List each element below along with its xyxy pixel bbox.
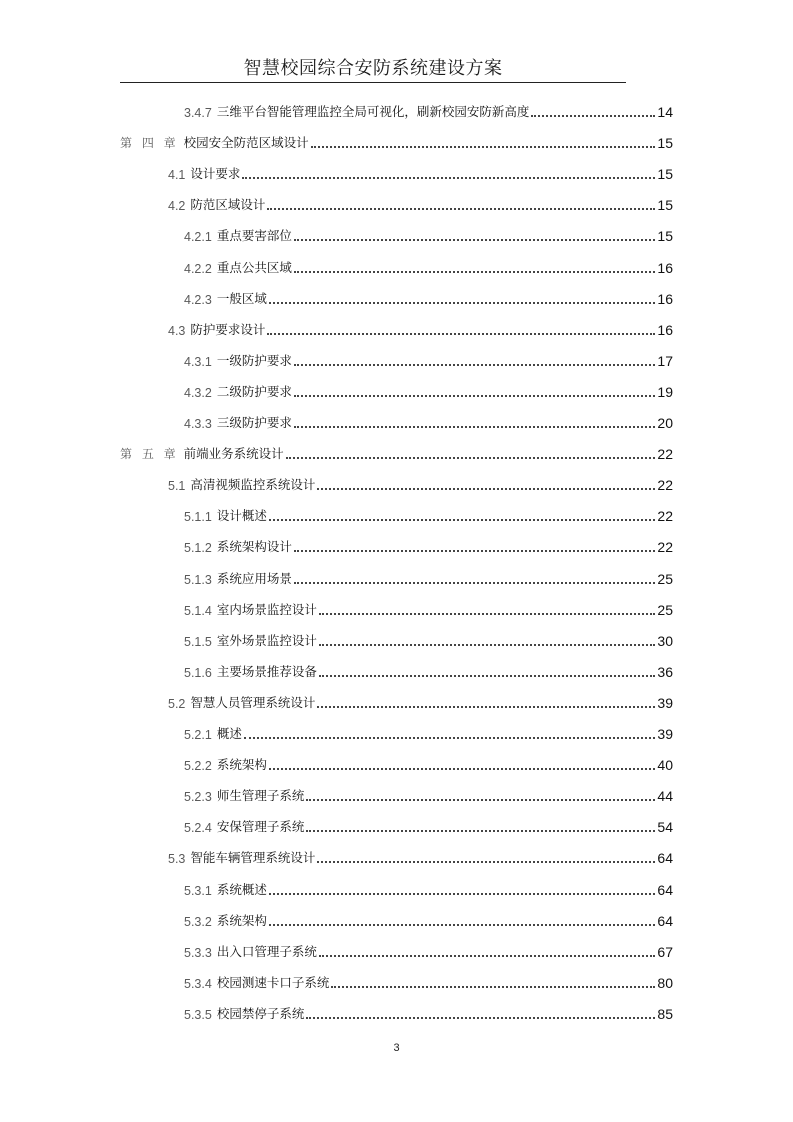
- toc-entry-number: 5.3.5: [184, 1008, 212, 1022]
- dot-leader: [269, 301, 656, 304]
- toc-entry-number: 5.2.2: [184, 759, 212, 773]
- toc-entry-title: 三级防护要求: [216, 415, 292, 430]
- toc-entry-page: 40: [657, 757, 673, 773]
- toc-entry-number: 4.2.2: [184, 262, 212, 276]
- toc-entry-page: 16: [657, 291, 673, 307]
- toc-entry-number: 5.2.4: [184, 821, 212, 835]
- toc-entry-title: 智慧人员管理系统设计: [190, 695, 316, 710]
- toc-entry-title: 防护要求设计: [190, 322, 266, 337]
- dot-leader: [306, 1016, 655, 1019]
- toc-entry-number: 5.3.2: [184, 915, 212, 929]
- toc-entry-page: 19: [657, 384, 673, 400]
- toc-entry-page: 64: [657, 882, 673, 898]
- dot-leader: [294, 238, 656, 241]
- toc-entry-title: 前端业务系统设计: [183, 446, 284, 461]
- toc-entry[interactable]: [184, 100, 673, 120]
- toc-entry[interactable]: [184, 567, 673, 587]
- toc-entry-title: 系统架构设计: [216, 539, 292, 554]
- toc-entry-number: 4.3.3: [184, 417, 212, 431]
- dot-leader: [242, 176, 655, 179]
- toc-entry-page: 64: [657, 913, 673, 929]
- toc-entry-number: 5.1.2: [184, 541, 212, 555]
- toc-entry-number: 5.2.3: [184, 790, 212, 804]
- toc-entry-page: 22: [657, 477, 673, 493]
- dot-leader: [306, 829, 655, 832]
- toc-entry[interactable]: [184, 753, 673, 773]
- toc-entry[interactable]: [184, 224, 673, 244]
- toc-entry-title: 重点公共区域: [216, 260, 292, 275]
- dot-leader: [269, 923, 656, 926]
- dot-leader: [267, 207, 655, 210]
- dot-leader: [294, 394, 656, 397]
- toc-entry-number: 4.3.2: [184, 386, 212, 400]
- toc-entry-number: 5.2.1: [184, 728, 212, 742]
- dot-leader: [317, 487, 655, 490]
- toc-entry-number: 4.2: [168, 199, 186, 213]
- dot-leader: [294, 549, 656, 552]
- toc-entry-number: 5.1.1: [184, 510, 212, 524]
- toc-entry-title: 安保管理子系统: [216, 819, 305, 834]
- toc-entry[interactable]: [184, 287, 673, 307]
- toc-entry-number: 第 四 章: [120, 136, 179, 150]
- toc-entry-number: 5.3: [168, 852, 186, 866]
- toc-entry-title: 系统架构: [216, 913, 267, 928]
- toc-entry-number: 5.1.6: [184, 666, 212, 680]
- toc-entry-number: 5.1.5: [184, 635, 212, 649]
- toc-entry[interactable]: [168, 162, 673, 182]
- toc-entry-title: 出入口管理子系统: [216, 944, 317, 959]
- toc-entry-number: 5.3.4: [184, 977, 212, 991]
- toc-entry-page: 64: [657, 850, 673, 866]
- dot-leader: [269, 892, 656, 895]
- dot-leader: [269, 518, 656, 521]
- toc-entry-number: 5.3.3: [184, 946, 212, 960]
- dot-leader: [531, 114, 655, 117]
- toc-entry-page: 39: [657, 695, 673, 711]
- toc-entry-number: 4.3: [168, 324, 186, 338]
- page-number: 3: [393, 1042, 400, 1054]
- toc-entry-number: 4.2.1: [184, 230, 212, 244]
- toc-entry-title: 主要场景推荐设备: [216, 664, 317, 679]
- toc-entry-number: 5.1: [168, 479, 186, 493]
- toc-entry[interactable]: [184, 349, 673, 369]
- toc-entry[interactable]: [168, 846, 673, 866]
- dot-leader: [317, 860, 655, 863]
- toc-entry[interactable]: [184, 940, 673, 960]
- toc-entry-page: 44: [657, 788, 673, 804]
- toc-entry-number: 4.1: [168, 168, 186, 182]
- dot-leader: [286, 456, 656, 459]
- toc-entry-title: 智能车辆管理系统设计: [190, 850, 316, 865]
- toc-entry[interactable]: [168, 473, 673, 493]
- toc-entry[interactable]: [184, 380, 673, 400]
- toc-entry[interactable]: [120, 442, 673, 462]
- toc-entry[interactable]: [120, 131, 673, 151]
- dot-leader: [319, 674, 656, 677]
- toc-entry-title: 室外场景监控设计: [216, 633, 317, 648]
- toc-entry-page: 36: [657, 664, 673, 680]
- toc-entry[interactable]: [168, 318, 673, 338]
- toc-entry-page: 15: [657, 135, 673, 151]
- toc-entry-title: 概述: [216, 726, 242, 741]
- dot-leader: [267, 332, 655, 335]
- toc-entry-title: 校园安全防范区域设计: [183, 135, 309, 150]
- toc-entry[interactable]: [184, 722, 673, 742]
- toc-entry-page: 39: [657, 726, 673, 742]
- toc-entry-number: 5.2: [168, 697, 186, 711]
- toc-entry-title: 校园测速卡口子系统: [216, 975, 330, 990]
- dot-leader: [294, 270, 656, 273]
- toc-entry-number: 5.1.4: [184, 604, 212, 618]
- toc-entry[interactable]: [184, 660, 673, 680]
- toc-entry-title: 师生管理子系统: [216, 788, 305, 803]
- toc-entry[interactable]: [184, 878, 673, 898]
- toc-entry-page: 20: [657, 415, 673, 431]
- dot-leader: [319, 954, 656, 957]
- toc-entry-page: 15: [657, 166, 673, 182]
- toc-entry-page: 22: [657, 539, 673, 555]
- toc-entry-title: 二级防护要求: [216, 384, 292, 399]
- toc-entry[interactable]: [184, 256, 673, 276]
- dot-leader: [311, 145, 656, 148]
- toc-entry-page: 17: [657, 353, 673, 369]
- toc-entry-title: 一级防护要求: [216, 353, 292, 368]
- toc-entry-title: 校园禁停子系统: [216, 1006, 305, 1021]
- toc-entry-page: 15: [657, 228, 673, 244]
- toc-entry-page: 22: [657, 446, 673, 462]
- dot-leader: [244, 736, 656, 739]
- toc-entry[interactable]: [184, 411, 673, 431]
- toc-entry-number: 第 五 章: [120, 447, 179, 461]
- dot-leader: [319, 612, 656, 615]
- toc-entry[interactable]: [184, 815, 673, 835]
- toc-entry-title: 系统概述: [216, 882, 267, 897]
- toc-entry-page: 22: [657, 508, 673, 524]
- toc-entry-page: 67: [657, 944, 673, 960]
- toc-entry-number: 3.4.7: [184, 106, 212, 120]
- toc-entry-title: 设计概述: [216, 508, 267, 523]
- toc-entry-title: 高清视频监控系统设计: [190, 477, 316, 492]
- dot-leader: [294, 581, 656, 584]
- toc-entry-number: 4.3.1: [184, 355, 212, 369]
- toc-entry-title: 三维平台智能管理监控全局可视化，刷新校园安防新高度: [216, 104, 530, 119]
- toc-entry-page: 16: [657, 322, 673, 338]
- toc-entry-title: 防范区域设计: [190, 197, 266, 212]
- toc-entry-page: 80: [657, 975, 673, 991]
- dot-leader: [294, 425, 656, 428]
- document-header-title: 智慧校园综合安防系统建设方案: [243, 58, 503, 79]
- toc-entry-title: 系统应用场景: [216, 571, 292, 586]
- toc-entry[interactable]: [184, 1002, 673, 1022]
- toc-entry-title: 系统架构: [216, 757, 267, 772]
- toc-entry-title: 设计要求: [190, 166, 241, 181]
- toc-entry[interactable]: [184, 504, 673, 524]
- toc-entry[interactable]: [184, 909, 673, 929]
- dot-leader: [319, 643, 656, 646]
- toc-entry-number: 5.3.1: [184, 884, 212, 898]
- toc-entry[interactable]: [184, 598, 673, 618]
- dot-leader: [317, 705, 655, 708]
- toc-entry-page: 30: [657, 633, 673, 649]
- toc-entry-number: 4.2.3: [184, 293, 212, 307]
- toc-entry[interactable]: [184, 629, 673, 649]
- toc-entry[interactable]: [168, 691, 673, 711]
- toc-entry[interactable]: [184, 784, 673, 804]
- toc-entry-number: 5.1.3: [184, 573, 212, 587]
- toc-entry-title: 一般区域: [216, 291, 267, 306]
- toc-entry-page: 14: [657, 104, 673, 120]
- toc-entry-title: 室内场景监控设计: [216, 602, 317, 617]
- toc-entry-page: 15: [657, 197, 673, 213]
- dot-leader: [331, 985, 655, 988]
- dot-leader: [306, 798, 655, 801]
- toc-entry[interactable]: [184, 971, 673, 991]
- toc-entry-page: 25: [657, 571, 673, 587]
- toc-entry[interactable]: [184, 535, 673, 555]
- toc-entry-page: 25: [657, 602, 673, 618]
- toc-entry-page: 54: [657, 819, 673, 835]
- toc-entry[interactable]: [168, 193, 673, 213]
- dot-leader: [294, 363, 656, 366]
- dot-leader: [269, 767, 656, 770]
- toc-entry-page: 85: [657, 1006, 673, 1022]
- toc-entry-page: 16: [657, 260, 673, 276]
- toc-entry-title: 重点要害部位: [216, 228, 292, 243]
